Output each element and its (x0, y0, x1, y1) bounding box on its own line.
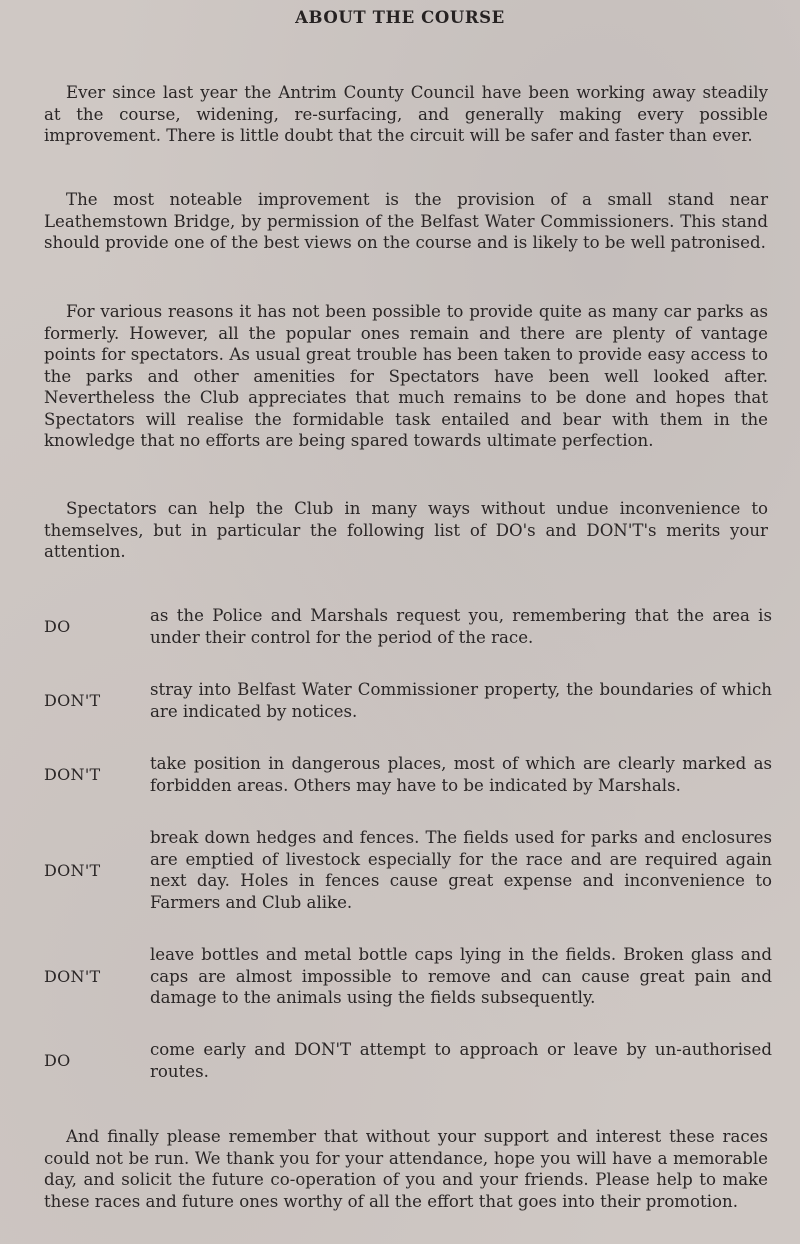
rule-row (44, 753, 772, 796)
rule-text: as the Police and Marshals request you, remembering that the area is under their control for the period of the race. (150, 606, 772, 647)
rule-row (44, 679, 772, 722)
closing-paragraph: And finally please remember that without your support and interest these races could not be run. We thank you for your attendance, hope you will have a memorable day, and solicit the future co-operation of you and your friends. Please help to make these races and future ones worthy of all the effort that goes into their promotion. (44, 1127, 768, 1211)
rule-row (44, 1039, 772, 1082)
rule-label: DON'T (44, 966, 101, 986)
car-parks-paragraph: For various reasons it has not been possible to provide quite as many car parks as formerly. However, all the popular ones remain and there are plenty of vantage points for spectators. As usual great trouble has been taken to provide easy access to the parks and other amenities for Spectators have been well looked after. Nevertheless the Club appreciates that much remains to be done and hopes that Spectators will realise the formidable task entailed and bear with them in the knowledge that no efforts are being spared towards ultimate perfection. (44, 302, 768, 450)
rule-row (44, 605, 772, 648)
rule-label: DON'T (44, 765, 101, 784)
rule-row (44, 827, 772, 913)
rule-text: come early and DON'T attempt to approach or leave by un-authorised routes. (150, 1040, 772, 1081)
rule-text: take position in dangerous places, most of which are clearly marked as forbidden areas. Others may have to be indicated by Marshals. (150, 754, 772, 795)
rule-text: leave bottles and metal bottle caps lying in the fields. Broken glass and caps are almost impossible to remove and can cause great pain and damage to the animals using the fields subsequently. (150, 945, 772, 1007)
rule-row (44, 944, 772, 1009)
page-title: ABOUT THE COURSE (295, 8, 505, 27)
stand-paragraph: The most noteable improvement is the provision of a small stand near Leathemstown Bridge, by permission of the Belfast Water Commissioners. This stand should provide one of the best views on the course and is likely to be well patronised. (44, 190, 768, 252)
rule-label: DON'T (44, 860, 101, 880)
spectators-paragraph: Spectators can help the Club in many ways without undue inconvenience to themselves, but in particular the following list of DO's and DON'T's merits your attention. (44, 499, 768, 561)
rule-text: stray into Belfast Water Commissioner property, the boundaries of which are indicated by notices. (150, 680, 772, 721)
rule-label: DO (44, 1051, 71, 1070)
intro-paragraph: Ever since last year the Antrim County Council have been working away steadily at the course, widening, re-surfacing, and generally making every possible improvement. There is little doubt that the circuit will be safer and faster than ever. (44, 83, 768, 145)
rule-label: DO (44, 617, 71, 636)
rule-label: DON'T (44, 691, 101, 710)
rule-text: break down hedges and fences. The fields used for parks and enclosures are emptied of livestock especially for the race and are required again next day. Holes in fences cause great expense and inconvenience to Farmers and Club alike. (150, 828, 772, 912)
